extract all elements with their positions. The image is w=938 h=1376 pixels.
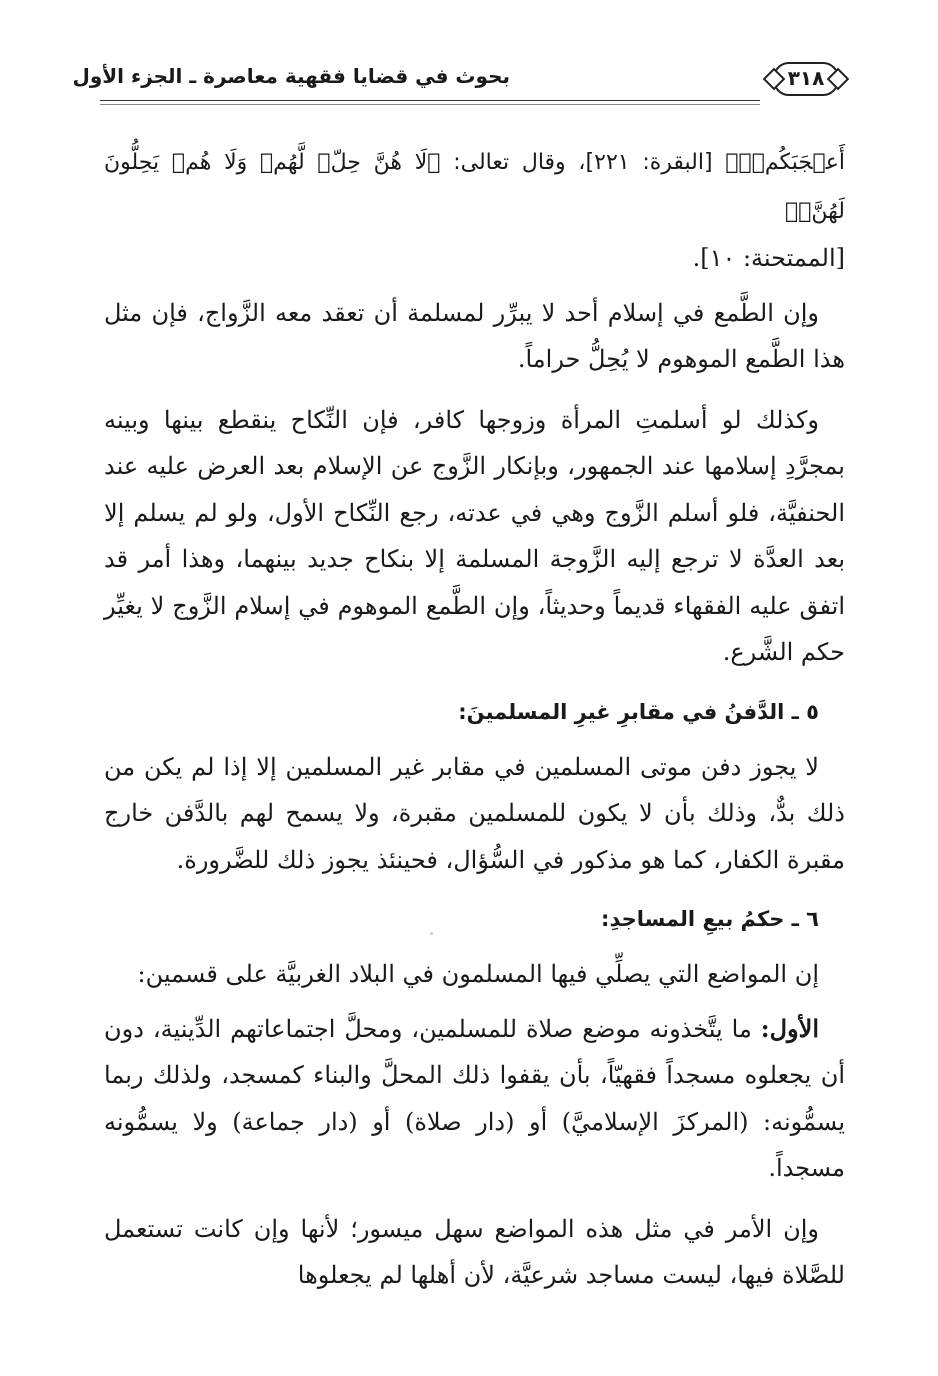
header-rule-thin	[100, 104, 760, 105]
header-rule	[100, 100, 760, 101]
paragraph: لا يجوز دفن موتى المسلمين في مقابر غير المسلمين إلا إذا لم يكن من ذلك بدٌّ، وذلك بأن لا يكون للمسلمين مقبرة، ولا يسمح لهم بالدَّفن خارج مقبرة الكفار، كما هو مذكور في السُّؤال، فحينئذ يجوز ذلك للضَّرورة.	[104, 752, 845, 874]
running-title: بحوث في قضايا فقهية معاصرة ـ الجزء الأول	[72, 64, 510, 88]
section-heading-6: ٦ ـ حكمُ بيعِ المساجدِ:	[601, 907, 819, 931]
paragraph-first-category	[104, 1006, 845, 1192]
quran-quote-paragraph	[104, 138, 845, 282]
category-text: ما يتَّخذونه موضع صلاة للمسلمين، ومحلَّ اجتماعاتهم الدِّينية، دون أن يجعلوه مسجداً فقهيّاً، بأن يقفوا ذلك المحلَّ والبناء كمسجد، ولذلك ربما يسمُّونه: (المركزَ الإسلاميَّ) أو (دار صلاة) أو (دار جماعة) ولا يسمُّونه مسجداً.	[104, 1014, 845, 1182]
page-body	[104, 138, 845, 1313]
paragraph: إن المواضع التي يصلِّي فيها المسلمون في البلاد الغربيَّة على قسمين:	[137, 960, 819, 988]
paragraph: وإن الأمر في مثل هذه المواضع سهل ميسور؛ لأنها وإن كانت تستعمل للصَّلاة فيها، ليست مساجد شرعيَّة، لأن أهلها لم يجعلوها	[104, 1214, 845, 1289]
paragraph: وإن الطَّمع في إسلام أحد لا يبرِّر لمسلمة أن تعقد معه الزَّواج، فإن مثل هذا الطَّمع الموهوم لا يُحِلُّ حراماً.	[104, 298, 845, 373]
page-number: ٣١٨	[787, 66, 825, 90]
page-number-badge	[765, 58, 845, 98]
scan-speck	[430, 932, 433, 935]
paragraph: وكذلك لو أسلمتِ المرأة وزوجها كافر، فإن النِّكاح ينقطع بينها وبينه بمجرَّدِ إسلامها عند الجمهور، وبإنكار الزَّوج عن الإسلام بعد العرض عليه عند الحنفيَّة، فلو أسلم الزَّوج وهي في عدته، رجع النِّكاح الأول، ولو لم يسلم إلا بعد العدَّة لا ترجع إليه الزَّوجة المسلمة إلا بنكاح جديد بينهما، وهذا أمر قد اتفق عليه الفقهاء قديماً وحديثاً، وإن الطَّمع الموهوم في إسلام الزَّوج لا يغيِّر حكم الشَّرع.	[104, 405, 846, 666]
quran-quote-line: أَعۡجَبَكُمۡۗ﴾ [البقرة: ٢٢١]، وقال تعالى: ﴿لَا هُنَّ حِلّٞ لَّهُمۡ وَلَا هُمۡ يَحِلُّونَ لَهُنَّۖ﴾	[104, 150, 845, 224]
quran-reference: [الممتحنة: ١٠].	[692, 244, 845, 272]
category-label: الأول:	[760, 1013, 819, 1043]
section-heading-5: ٥ ـ الدَّفنُ في مقابرِ غيرِ المسلمينَ:	[458, 699, 819, 724]
page-header	[72, 58, 845, 104]
